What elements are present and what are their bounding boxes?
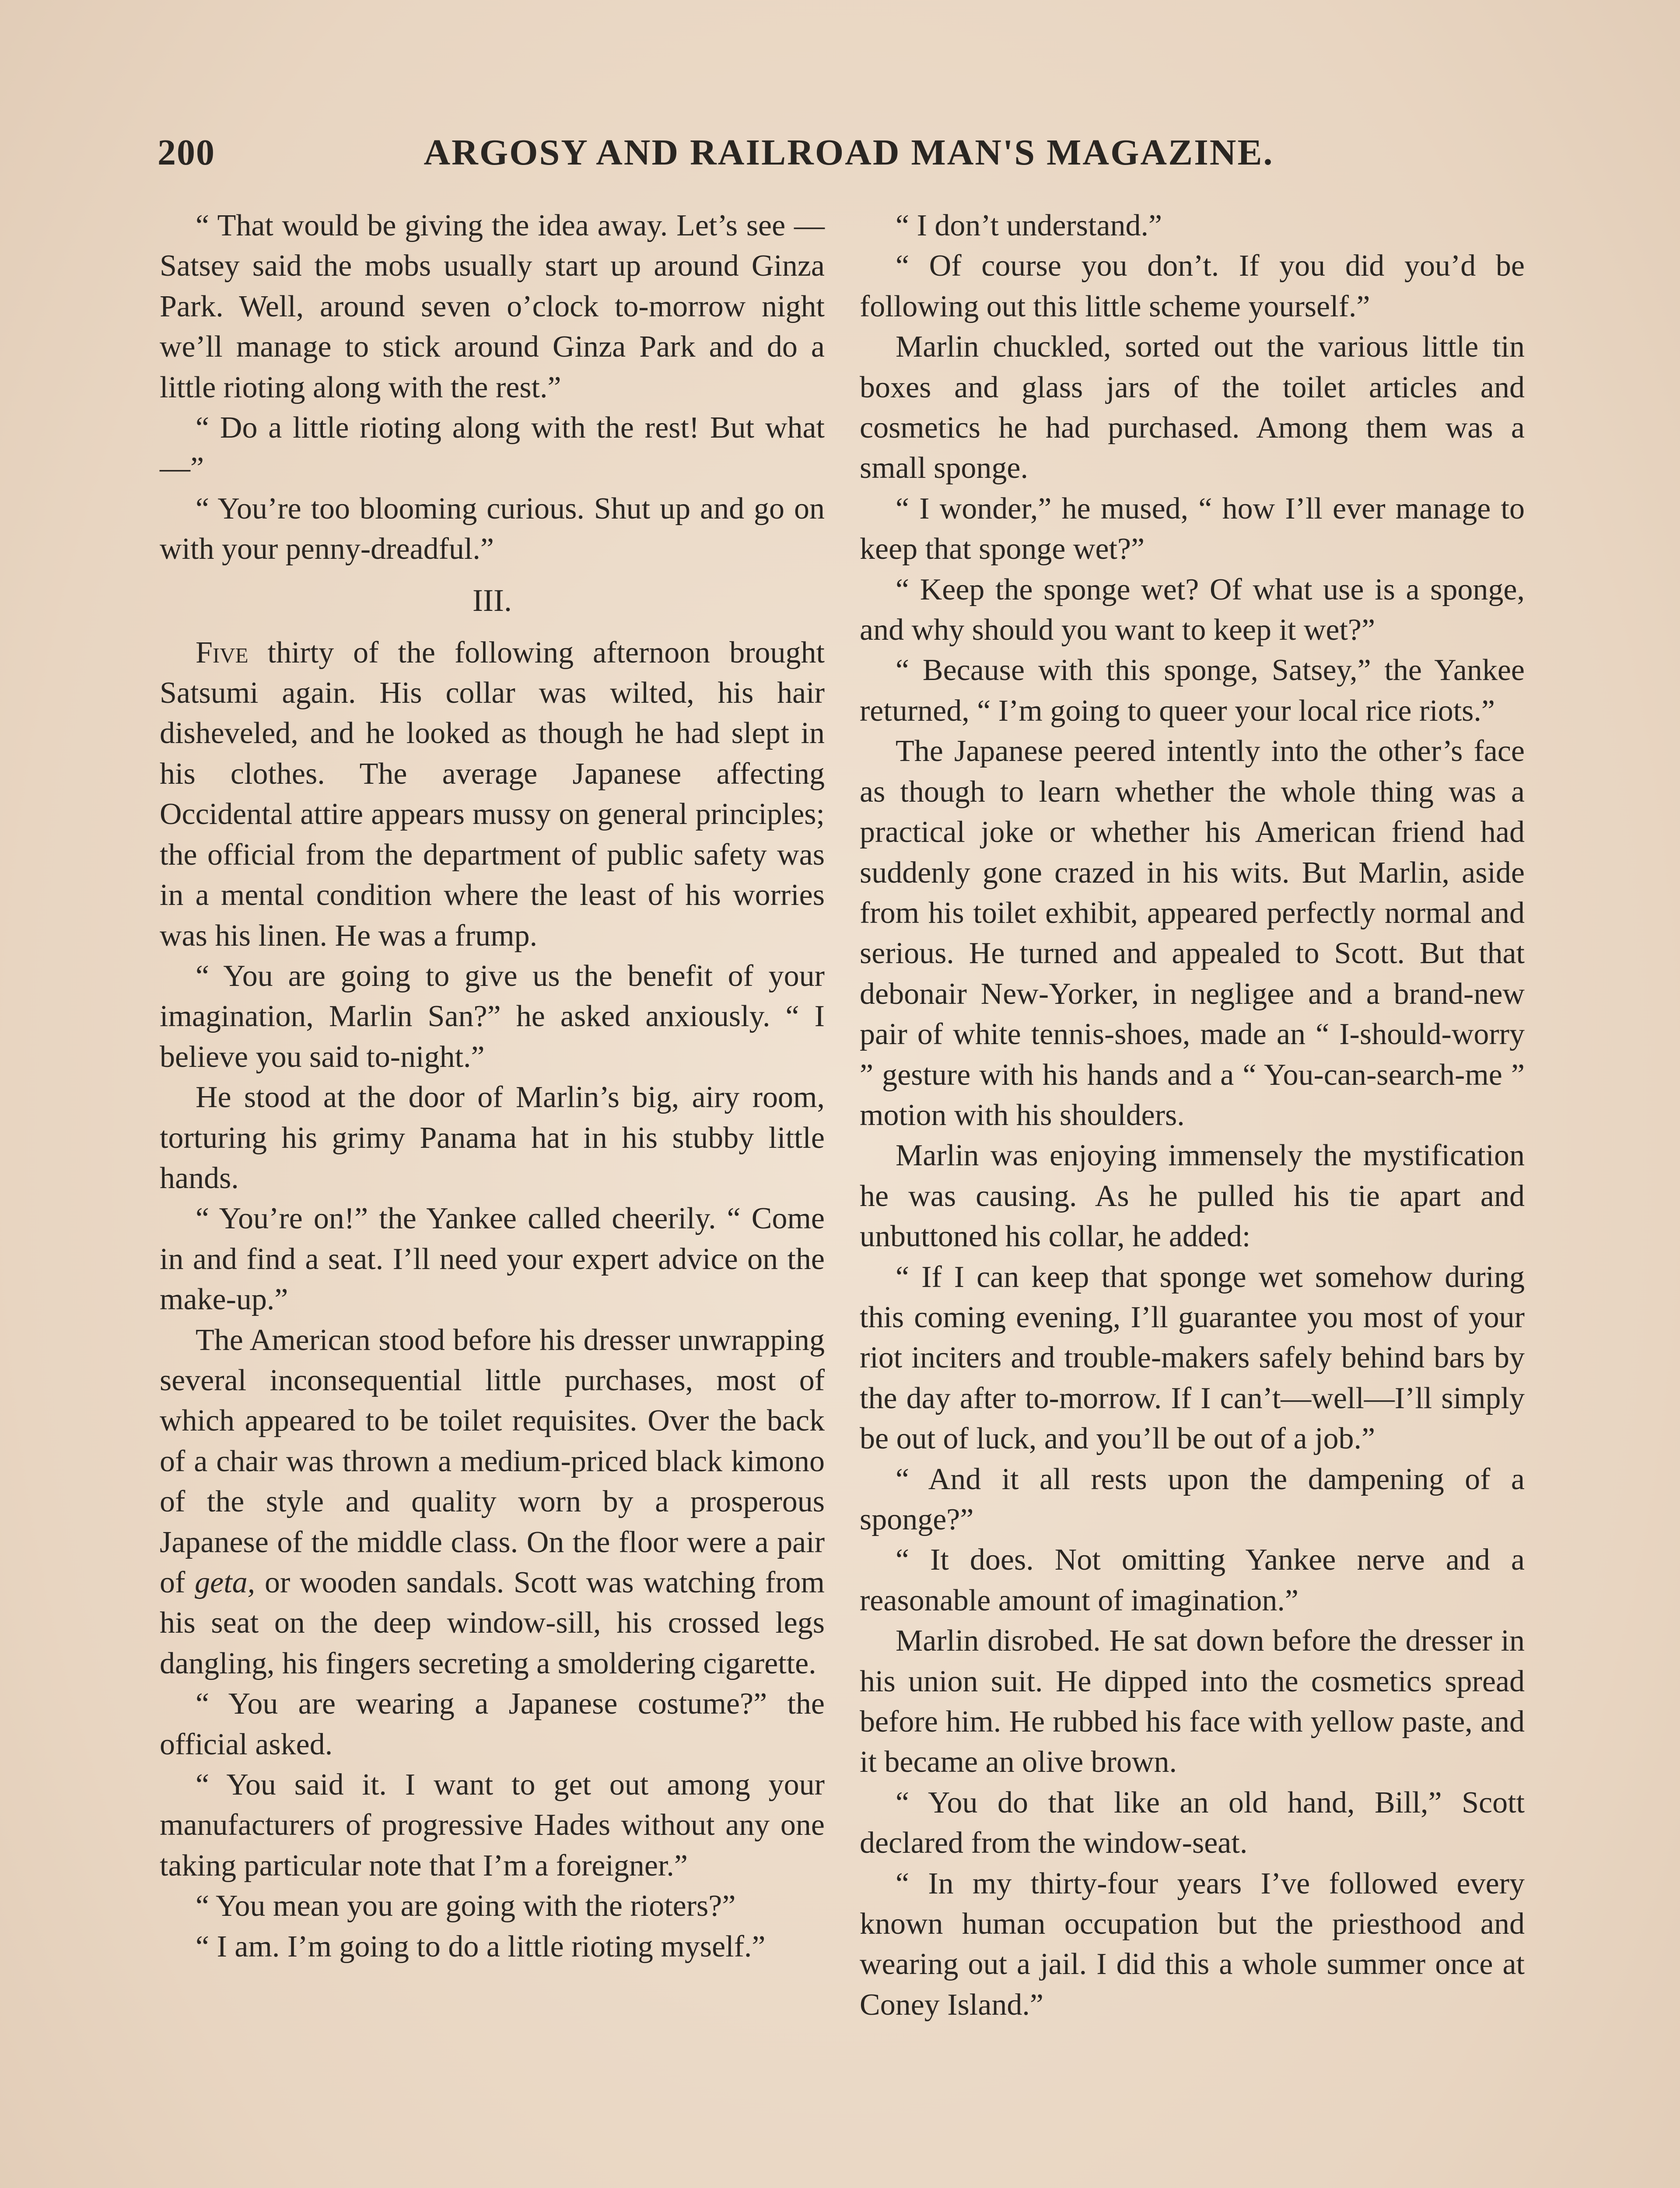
- paragraph: [160, 633, 825, 956]
- paragraph: “ You do that like an old hand, Bill,” Scott declared from the window-seat.: [860, 1785, 1525, 1860]
- paragraph: “ I am. I’m going to do a little rioting myself.”: [196, 1929, 766, 1964]
- italic-term: geta,: [195, 1566, 256, 1599]
- paragraph: “ You mean you are going with the rioters?”: [196, 1889, 736, 1923]
- paragraph-text: or wooden sandals. Scott was watching from his seat on the deep window-sill, his crossed legs dangling, his fingers secreting a smoldering cigarette.: [160, 1566, 825, 1680]
- page-number: 200: [158, 132, 215, 173]
- paragraph: “ You are going to give us the benefit of your imagination, Marlin San?” he asked anxiously. “ I believe you said to-night.”: [160, 959, 825, 1074]
- paragraph: The Japanese peered intently into the other’s face as though to learn whether the whole thing was a practical joke or whether his American friend had suddenly gone crazed in his wits. But Marlin, aside from his toilet exhibit, appeared perfectly normal and serious. He turned and appealed to Scott. But that debonair New-Yorker, in negligee and a brand-new pair of white tennis-shoes, made an “ I-should-worry ” gesture with his hands and a “ You-can-search-me ” motion with his shoulders.: [860, 734, 1525, 1132]
- page-header: [158, 131, 1540, 179]
- paragraph: He stood at the door of Marlin’s big, airy room, torturing his grimy Panama hat in his stubby little hands.: [160, 1080, 825, 1195]
- paragraph: “ Do a little rioting along with the rest! But what—”: [160, 411, 825, 485]
- paragraph: “ Because with this sponge, Satsey,” the Yankee returned, “ I’m going to queer your local rice riots.”: [860, 653, 1525, 728]
- paragraph: “ You said it. I want to get out among your manufacturers of progressive Hades without any one taking particular note that I’m a foreigner.”: [160, 1768, 825, 1883]
- left-column: [160, 206, 825, 1967]
- paragraph: “ In my thirty-four years I’ve followed every known human occupation but the priesthood and wearing out a jail. I did this a whole summer once at Coney Island.”: [860, 1866, 1525, 2022]
- paragraph: “ You are wearing a Japanese costume?” the official asked.: [160, 1687, 825, 1761]
- paragraph: Marlin chuckled, sorted out the various little tin boxes and glass jars of the toilet articles and cosmetics he had purchased. Among them was a small sponge.: [860, 330, 1525, 485]
- paragraph: “ If I can keep that sponge wet somehow during this coming evening, I’ll guarantee you most of your riot inciters and trouble-makers safely behind bars by the day after to-morrow. If I can’t—well—I’ll simply be out of luck, and you’ll be out of a job.”: [860, 1260, 1525, 1456]
- paragraph-text: The American stood before his dresser unwrapping several inconsequential little purchases, most of which appeared to be toilet requisites. Over the back of a chair was thrown a medium-priced black kimono of the style and quality worn by a prosperous Japanese of the middle class. On the floor were a pair of: [160, 1323, 825, 1599]
- section-heading: III.: [472, 582, 512, 618]
- paragraph: “ It does. Not omitting Yankee nerve and a reasonable amount of imagination.”: [860, 1543, 1525, 1617]
- paragraph: “ I don’t understand.”: [896, 209, 1162, 242]
- paragraph: Marlin was enjoying immensely the mystification he was causing. As he pulled his tie apart and unbuttoned his collar, he added:: [860, 1139, 1525, 1254]
- right-column: [860, 206, 1525, 2025]
- running-title: ARGOSY AND RAILROAD MAN'S MAGAZINE.: [424, 132, 1274, 173]
- paragraph: “ You’re too blooming curious. Shut up and go on with your penny-dreadful.”: [160, 491, 825, 566]
- paragraph-text: thirty of the following afternoon brought Satsumi again. His collar was wilted, his hair disheveled, and he looked as though he had slept in his clothes. The average Japanese affecting Occidental attire appears mussy on general principles; the official from the department of public safety was in a mental condition where the least of his worries was his linen. He was a frump.: [160, 635, 825, 953]
- paragraph: [160, 1320, 825, 1684]
- paragraph: “ I wonder,” he mused, “ how I’ll ever manage to keep that sponge wet?”: [860, 491, 1525, 566]
- paragraph: “ And it all rests upon the dampening of a sponge?”: [860, 1462, 1525, 1536]
- paragraph: “ Keep the sponge wet? Of what use is a sponge, and why should you want to keep it wet?”: [860, 572, 1525, 647]
- paragraph: Marlin disrobed. He sat down before the dresser in his union suit. He dipped into the cosmetics spread before him. He rubbed his face with yellow paste, and it became an olive brown.: [860, 1624, 1525, 1779]
- paragraph: “ You’re on!” the Yankee called cheerily. “ Come in and find a seat. I’ll need your expert advice on the make-up.”: [160, 1202, 825, 1317]
- drop-word: Five: [196, 635, 248, 670]
- paragraph: “ Of course you don’t. If you did you’d be following out this little scheme yourself.”: [860, 249, 1525, 323]
- paragraph: “ That would be giving the idea away. Let’s see — Satsey said the mobs usually start up around Ginza Park. Well, around seven o’clock to-morrow night we’ll manage to stick around Ginza Park and do a little rioting along with the rest.”: [160, 209, 825, 404]
